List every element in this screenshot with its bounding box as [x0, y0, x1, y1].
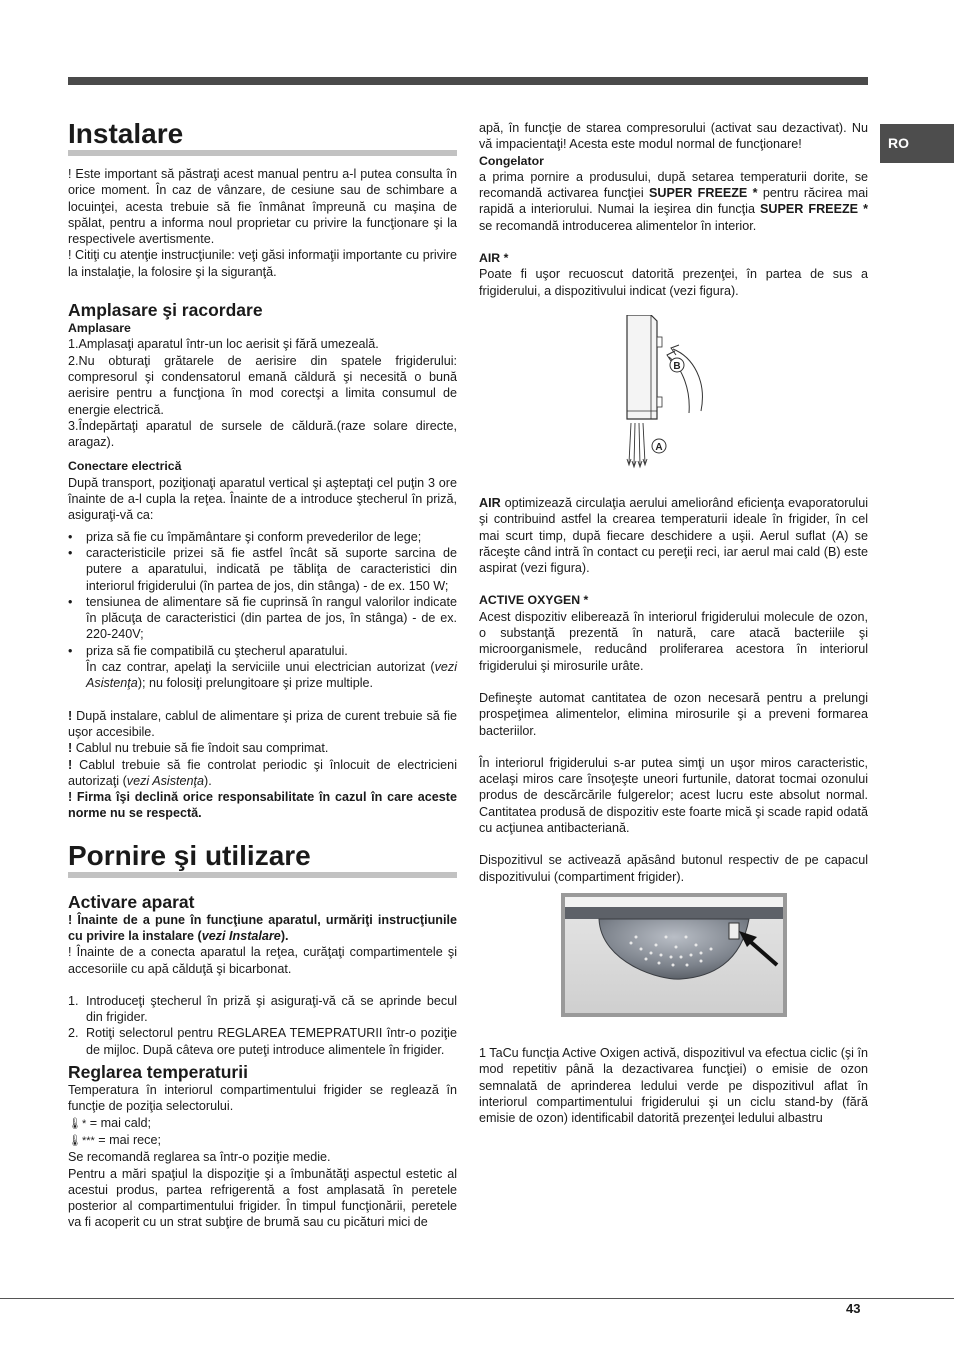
step-number: 1. [68, 993, 79, 1008]
oxygen-paragraph-3: În interiorul frigiderului s-ar putea simţi un uşor miros caracteristic, acelaşi miros care însoţeşte uneori furtunile, datorat tocmai ozonului produs de descărcările fulgerelor; acest lucru este absolut normal. Cantitatea produsă de dispozitiv este foarte mică şi scade rapid odată cu acţiunea antibacteriană. [479, 755, 868, 836]
warning-ref: vezi Asistenţa [126, 773, 205, 788]
warning-4: ! Firma îşi declină orice responsabilitate în cazul în care aceste norme nu se respectă. [68, 790, 457, 821]
reglare-paragraph-2: Se recomandă reglarea sa într-o poziţie medie. [68, 1150, 331, 1165]
activare-warning [68, 912, 457, 945]
heading-reglarea-temperaturii: Reglarea temperaturii [68, 1062, 248, 1083]
subheading-conectare: Conectare electrică [68, 459, 182, 474]
air-paragraph-1: Poate fi uşor recuoscut datorită prezenţei, în partea de sus a frigiderului, a dispozitivului indicat (vezi figura). [479, 267, 868, 298]
thermometer-icon: 🌡* [68, 1117, 87, 1130]
right-column [479, 120, 868, 1126]
warning-mark: ! [68, 708, 73, 723]
activare-text: ). [280, 928, 289, 943]
section-title-pornire: Pornire şi utilizare [68, 840, 457, 878]
conectare-list [68, 529, 457, 692]
list-item: • priza să fie cu împământare şi conform prevederilor de lege; [68, 529, 457, 545]
activare-text: ! Înainte de a pune în funcţiune aparatul, urmăriţi instrucţiunile cu privire la instalare ( [68, 912, 457, 943]
list-item [68, 643, 457, 692]
oxygen-paragraph-5: 1 TaCu funcţia Active Oxigen activă, dispozitivul va efectua ciclic (şi în mod repetitiv până la dezactivarea funcţiei) o emisie de ozon semnalată de aprinderea ledului verde pe dispozitivul aflat în interiorul compartimentului frigiderului şi un ciclu stand-by (fără emisie de ozon) identificabil datorită prezenţei ledului albastru [479, 1045, 868, 1126]
warning-text: Cablul trebuie să fie controlat periodic şi înlocuit de electricieni autorizaţi ( [68, 757, 457, 788]
reglare-paragraph-1: Temperatura în interiorul compartimentului frigider se reglează în funcţie de poziţia selectorului. [68, 1083, 457, 1114]
list-item-text: ); nu folosiţi prelungitoare şi prize multiple. [137, 676, 374, 691]
super-freeze-label: SUPER FREEZE * [759, 202, 868, 217]
subheading-congelator: Congelator [479, 153, 544, 168]
reglare-symbol-warm [68, 1115, 457, 1132]
congelator-text: a prima pornire a produsului, după setarea temperaturii dorite, se recomandă activarea funcţiei [479, 169, 868, 201]
bottom-rule [0, 1298, 954, 1299]
page-number: 43 [846, 1301, 861, 1316]
step-text: Rotiţi selectorul pentru REGLAREA TEMEPRATURII într-o poziţie de mijloc. După câteva ore puteţi introduce alimentele în frigider. [86, 1026, 457, 1057]
warning-text: După instalare, cablul de alimentare şi priza de curent trebuie să fie uşor accesibile. [68, 708, 457, 739]
list-item: • tensiunea de alimentare să fie cuprinsă în rangul valorilor indicate în plăcuţa de caracteristici (din partea de jos, în stânga) - de ex. 220-240V; [68, 594, 457, 643]
congelator-text: pentru răcirea mai rapidă a interiorului. Numai la ieşirea din funcţia [479, 186, 868, 217]
section-title-instalare: Instalare [68, 118, 457, 156]
intro-paragraph-1: ! Este important să păstraţi acest manual pentru a-l putea consulta în orice moment. În caz de vânzare, de cesiune sau de schimbare a locuinţei, acesta trebuie să fie înmânat împreună cu maşina de spălat, pentru a informa noul proprietar cu privire la funcţionare şi la respectivele avertismente. [68, 167, 457, 247]
list-item-text: priza să fie compatibilă cu ştecherul aparatului. [86, 643, 348, 658]
warning-mark: ! [68, 741, 73, 756]
warning-text: Cablul nu trebuie să fie îndoit sau comprimat. [72, 741, 329, 756]
heading-amplasare-racordare: Amplasare şi racordare [68, 300, 263, 321]
amplasare-item-1: 1.Amplasaţi aparatul într-un loc aerisit şi fără umezeală. [68, 337, 379, 352]
heading-activare-aparat: Activare aparat [68, 891, 195, 912]
symbol-text: = mai rece; [94, 1132, 161, 1147]
list-item [68, 993, 457, 1026]
amplasare-item-3: 3.Îndepărtaţi aparatul de sursele de căldură.(raze solare directe, aragaz). [68, 418, 457, 450]
congelator-paragraph [479, 169, 868, 234]
oxygen-paragraph-1: Acest dispozitiv eliberează în interiorul frigiderului molecule de ozon, o substanţă prezentă în natură, care atacă bacteriile şi microorganismele, reducând proliferarea acestora în interiorul frigiderului şi mirosurile urâte. [479, 609, 868, 673]
subheading-active-oxygen: ACTIVE OXYGEN * [479, 593, 589, 608]
active-oxygen-device-photo [561, 893, 787, 1017]
intro-paragraph-2: ! Citiţi cu atenţie instrucţiunile: veţi găsi informaţii importante cu privire la instalaţie, la folosire şi la siguranţă. [68, 248, 457, 279]
thermometer-icon: 🌡*** [68, 1134, 95, 1147]
activare-paragraph-2: ! Înainte de a conecta aparatul la reţea, curăţaţi compartimentele şi accesoriile cu apă călduţă şi bicarbonat. [68, 945, 457, 976]
activare-ref: vezi Instalare [201, 928, 281, 943]
label-b: B [673, 360, 681, 372]
warning-1 [68, 708, 457, 741]
activare-steps [68, 993, 457, 1058]
air-paragraph-2 [479, 495, 868, 576]
reglare-symbol-cold [68, 1132, 457, 1149]
air-device-figure [479, 315, 868, 475]
super-freeze-label: SUPER FREEZE * [648, 186, 758, 201]
list-item [68, 1025, 457, 1058]
continued-paragraph: apă, în funcţie de starea compresorului (activat sau dezactivat). Nu vă impacientaţi! Acesta este modul normal de funcţionare! [479, 121, 868, 152]
list-item: • caracteristicile prizei să fie astfel încât să suporte sarcina de putere a aparatului, indicată pe tăbliţa de caracteristici din interiorul frigiderului (în partea de jos, din stânga) - de ex. 150 W; [68, 545, 457, 594]
list-item-text: În caz contrar, apelaţi la serviciile unui electrician autorizat ( [86, 660, 435, 675]
step-number: 2. [68, 1026, 79, 1041]
label-a: A [655, 441, 663, 453]
list-item-ref: vezi Asistenţa [86, 660, 457, 691]
warning-2 [68, 740, 457, 756]
oxygen-paragraph-4: Dispozitivul se activează apăsând butonul respectiv de pe capacul dispozitivului (compartiment frigider). [479, 853, 868, 884]
reglare-paragraph-3: Pentru a mări spaţiul la dispoziţie şi a îmbunătăţi aspectul estetic al acestui produs, partea refrigerentă a fost amplasată în peretele posterior al compartimentului frigider. În timpul funcţionării, peretele va fi acoperit cu un strat subţire de brumă sau cu picături mici de [68, 1166, 457, 1230]
top-rule [68, 77, 868, 85]
congelator-text: se recomandă introducerea alimentelor în interior. [479, 218, 757, 233]
warning-3 [68, 757, 457, 790]
language-tab: RO [880, 124, 954, 163]
conectare-intro: După transport, poziţionaţi aparatul vertical şi aşteptaţi cel puţin 3 ore înainte de a-l cupla la reţea. Înainte de a introduce ştecherul în priză, asiguraţi-vă ca: [68, 475, 457, 523]
left-column [68, 118, 457, 1231]
air-text: optimizează circulaţia aerului ameliorând eficienţa evaporatorului şi contribuind astfel la crearea temperaturii ideale în frigider, în cel mai scurt timp, după fiecare deschidere a uşii. Aerul suflat (A) se răceşte când intră în contact cu pereţii reci, iar aerul mai cald (B) este aspirat (vezi figura). [479, 495, 868, 576]
oxygen-paragraph-2: Defineşte automat cantitatea de ozon necesară pentru a prelungi prospeţimea alimentelor, elimina mirosurile şi a preveni formarea bacteriilor. [479, 690, 868, 738]
air-label: AIR [479, 495, 501, 510]
warning-text: ). [204, 773, 212, 788]
subheading-amplasare: Amplasare [68, 321, 131, 336]
amplasare-item-2: 2.Nu obturaţi grătarele de aerisire din spatele frigiderului: compresorul şi condensatorul emană căldură şi necesită o bună aerisire pentru a funcţiona în mod corectşi a limita consumul de energie electrică. [68, 353, 457, 417]
symbol-text: = mai cald; [86, 1115, 151, 1130]
step-text: Introduceţi ştecherul în priză şi asiguraţi-vă că se aprinde becul din frigider. [86, 993, 457, 1025]
subheading-air: AIR * [479, 251, 509, 266]
warning-mark: ! [68, 757, 73, 772]
